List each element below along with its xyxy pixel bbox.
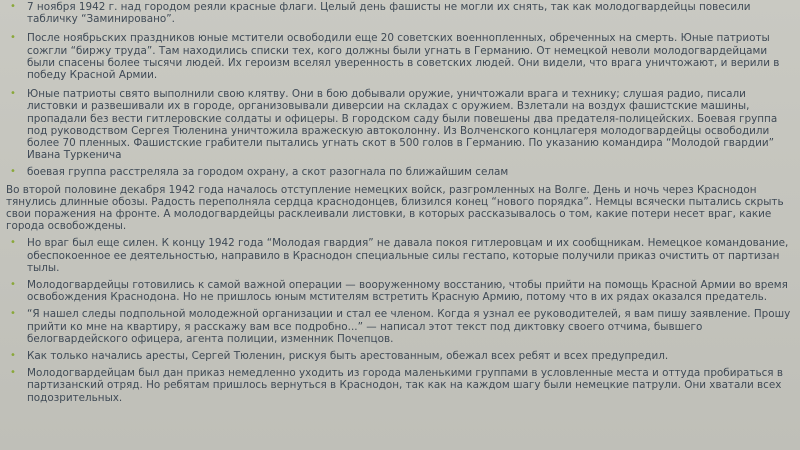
bullet-marker: • — [10, 350, 16, 362]
bullet-marker: • — [10, 32, 16, 44]
paragraph-4 — [6, 166, 794, 178]
paragraph-5 — [6, 184, 794, 233]
paragraph-text: Молодогвардейцам был дан приказ немедленно уходить из города маленькими группами в условленные места и оттуда пробираться в партизанский отряд. Но ребятам пришлось вернуться в Краснодон, так как на каждом шагу были немецкие патрули. Они хватали всех подозрительных. — [27, 367, 783, 404]
paragraph-text: боевая группа расстреляла за городом охрану, а скот разогнала по ближайшим селам — [27, 166, 509, 179]
paragraph-text: “Я нашел следы подпольной молодежной организации и стал ее членом. Когда я узнал ее руководителей, я вам пишу заявление. Прошу прийти ко мне на квартиру, я расскажу вам все подробно...” — написал этот текст под диктовку своего отчима, бывшего белогвардейского офицера, агента полиции, изменник Почепцов. — [27, 308, 791, 345]
paragraph-10 — [6, 367, 794, 404]
paragraph-text: 7 ноября 1942 г. над городом реяли красные флаги. Целый день фашисты не могли их снять, так как молодогвардейцы повесили табличку “Заминировано”. — [27, 1, 751, 26]
bullet-marker: • — [10, 237, 16, 249]
paragraph-1 — [6, 1, 794, 25]
paragraph-text: Во второй половине декабря 1942 года началось отступление немецких войск, разгромленных на Волге. День и ночь через Краснодон тянулись длинные обозы. Радость переполняла сердца краснодонцев, близился конец “нового порядка”. Немцы всячески пытались скрыть свои поражения на фронте. А молодогвардейцы расклеивали листовки, в которых рассказывалось о том, какие потери несет враг, какие города освобождены. — [6, 183, 784, 233]
paragraph-3 — [6, 88, 794, 161]
bullet-marker: • — [10, 1, 16, 12]
paragraph-text: Как только начались аресты, Сергей Тюленин, рискуя быть арестованным, обежал всех ребят и всех предупредил. — [27, 350, 669, 363]
text-frame — [6, 0, 794, 404]
bullet-marker: • — [10, 88, 16, 100]
paragraph-9 — [6, 350, 794, 362]
paragraph-text: Но враг был еще силен. К концу 1942 года “Молодая гвардия” не давала покоя гитлеровцам и их сообщникам. Немецкое командование, обеспокоенное ее деятельностью, направило в Краснодон специальные силы гестапо, которые получили приказ очистить от партизан тылы. — [27, 237, 789, 274]
paragraph-text: Молодогвардейцы готовились к самой важной операции — вооруженному восстанию, чтобы прийти на помощь Красной Армии во время освобождения Краснодона. Но не пришлось юным мстителям встретить Красную Армию, потому что в их рядах оказался предатель. — [27, 279, 788, 304]
bullet-marker: • — [10, 367, 16, 379]
paragraph-2 — [6, 32, 794, 81]
bullet-marker: • — [10, 166, 16, 178]
paragraph-text: После ноябрьских праздников юные мстители освободили еще 20 советских военнопленных, обреченных на смерть. Юные патриоты сожгли “биржу труда”. Там находились списки тех, кого должны были угнать в Германию. От немецкой неволи молодогвардейцами были спасены более тысячи людей. Их героизм вселял уверенность в советских людей. Они видели, что врага уничтожают, и верили в победу Красной Армии. — [27, 32, 780, 82]
bullet-marker: • — [10, 279, 16, 291]
paragraph-7 — [6, 279, 794, 303]
paragraph-6 — [6, 237, 794, 274]
bullet-marker: • — [10, 308, 16, 320]
paragraph-8 — [6, 308, 794, 345]
paragraph-text: Юные патриоты свято выполнили свою клятву. Они в бою добывали оружие, уничтожали врага и технику; слушая радио, писали листовки и развешивали их в городе, организовывали диверсии на складах с оружием. Взлетали на воздух фашистские машины, пропадали без вести гитлеровские солдаты и офицеры. В городском саду были повешены два предателя-полицейских. Боевая группа под руководством Сергея Тюленина уничтожила вражескую автоколонну. Из Волченского концлагеря молодогвардейцы освободили более 70 пленных. Фашистские грабители пытались угнать скот в 500 голов в Германию. По указанию командира “Молодой гвардии” Ивана Туркенича — [27, 88, 778, 162]
